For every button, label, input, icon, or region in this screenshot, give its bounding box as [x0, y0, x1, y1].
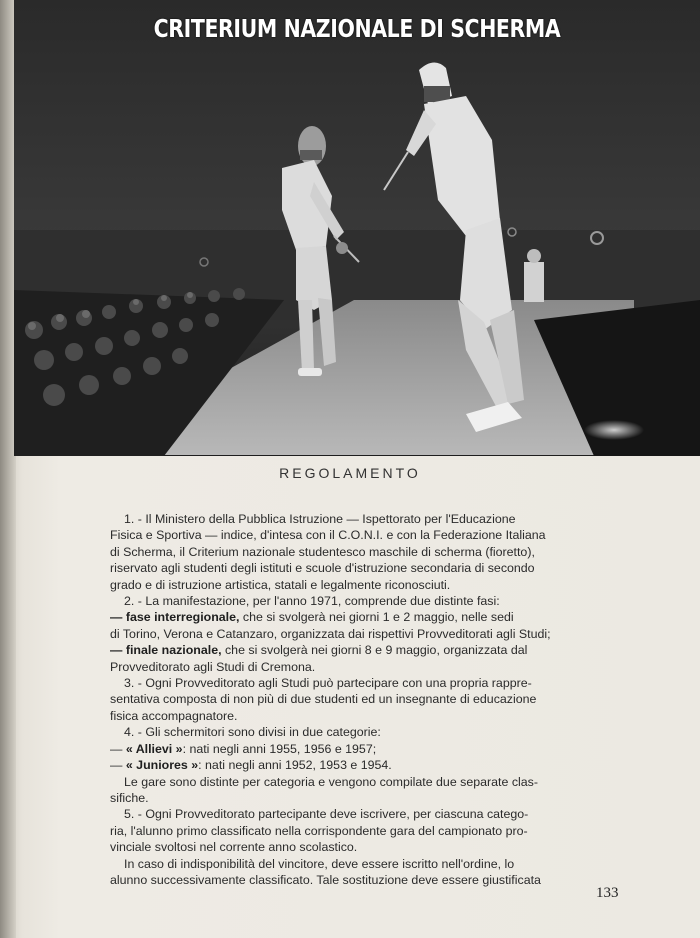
- text-line: sifiche.: [110, 790, 149, 805]
- text-line: [110, 757, 622, 773]
- finale-nazionale-text: che si svolgerà nei giorni 8 e 9 maggio, organizzata dal: [221, 643, 528, 658]
- text-line: Fisica e Sportiva — indice, d'intesa con il C.O.N.I. e con la Federazione Italiana: [110, 528, 546, 543]
- text-line: di Torino, Verona e Catanzaro, organizzata dai rispettivi Provveditorati agli Studi;: [110, 626, 551, 641]
- text-line: 5. - Ogni Provveditorato partecipante deve iscrivere, per ciascuna catego-: [124, 807, 529, 822]
- text-line: grado e di istruzione artistica, statali e legalmente riconosciuti.: [110, 577, 451, 592]
- finale-nazionale-label: — finale nazionale,: [110, 643, 222, 658]
- text-line: 3. - Ogni Provveditorato agli Studi può partecipare con una propria rappre-: [124, 676, 532, 691]
- fase-interregionale-text: che si svolgerà nei giorni 1 e 2 maggio, nelle sedi: [239, 610, 514, 625]
- text-line: [110, 609, 622, 625]
- juniores-prefix: —: [110, 758, 126, 773]
- regulation-text: [110, 511, 622, 888]
- text-line: fisica accompagnatore.: [110, 708, 238, 723]
- text-line: [110, 741, 622, 757]
- text-line: 4. - Gli schermitori sono divisi in due categorie:: [124, 725, 381, 740]
- allievi-label: « Allievi »: [125, 741, 183, 756]
- text-line: di Scherma, il Criterium nazionale studentesco maschile di scherma (fioretto),: [110, 544, 535, 559]
- section-title: REGOLAMENTO: [279, 465, 421, 481]
- allievi-text: : nati negli anni 1955, 1956 e 1957;: [182, 741, 377, 756]
- page-headline: CRITERIUM NAZIONALE DI SCHERMA: [153, 14, 561, 43]
- fencing-photo-icon: [14, 0, 700, 456]
- juniores-label: « Juniores »: [125, 758, 199, 773]
- text-line: sentativa composta di non più di due studenti ed un insegnante di educazione: [110, 692, 537, 707]
- text-line: In caso di indisponibilità del vincitore, deve essere iscritto nell'ordine, lo: [124, 856, 515, 871]
- allievi-prefix: —: [110, 741, 126, 756]
- fase-interregionale-label: — fase interregionale,: [110, 610, 240, 625]
- juniores-text: : nati negli anni 1952, 1953 e 1954.: [198, 758, 392, 773]
- text-line: 1. - Il Ministero della Pubblica Istruzione — Ispettorato per l'Educazione: [124, 512, 516, 526]
- fencing-photo: [14, 0, 700, 456]
- text-line: Provveditorato agli Studi di Cremona.: [110, 659, 316, 674]
- text-line: 2. - La manifestazione, per l'anno 1971, comprende due distinte fasi:: [124, 594, 500, 609]
- text-line: vinciale svoltosi nel corrente anno scolastico.: [110, 840, 358, 855]
- text-line: Le gare sono distinte per categoria e vengono compilate due separate clas-: [124, 774, 538, 789]
- page-number: 133: [596, 885, 619, 901]
- text-line: alunno successivamente classificato. Tale sostituzione deve essere giustificata: [110, 872, 541, 887]
- text-line: [110, 642, 622, 658]
- text-line: ria, l'alunno primo classificato nella corrispondente gara del campionato pro-: [110, 823, 528, 838]
- text-line: riservato agli studenti degli istituti e scuole d'istruzione secondaria di secondo: [110, 561, 535, 576]
